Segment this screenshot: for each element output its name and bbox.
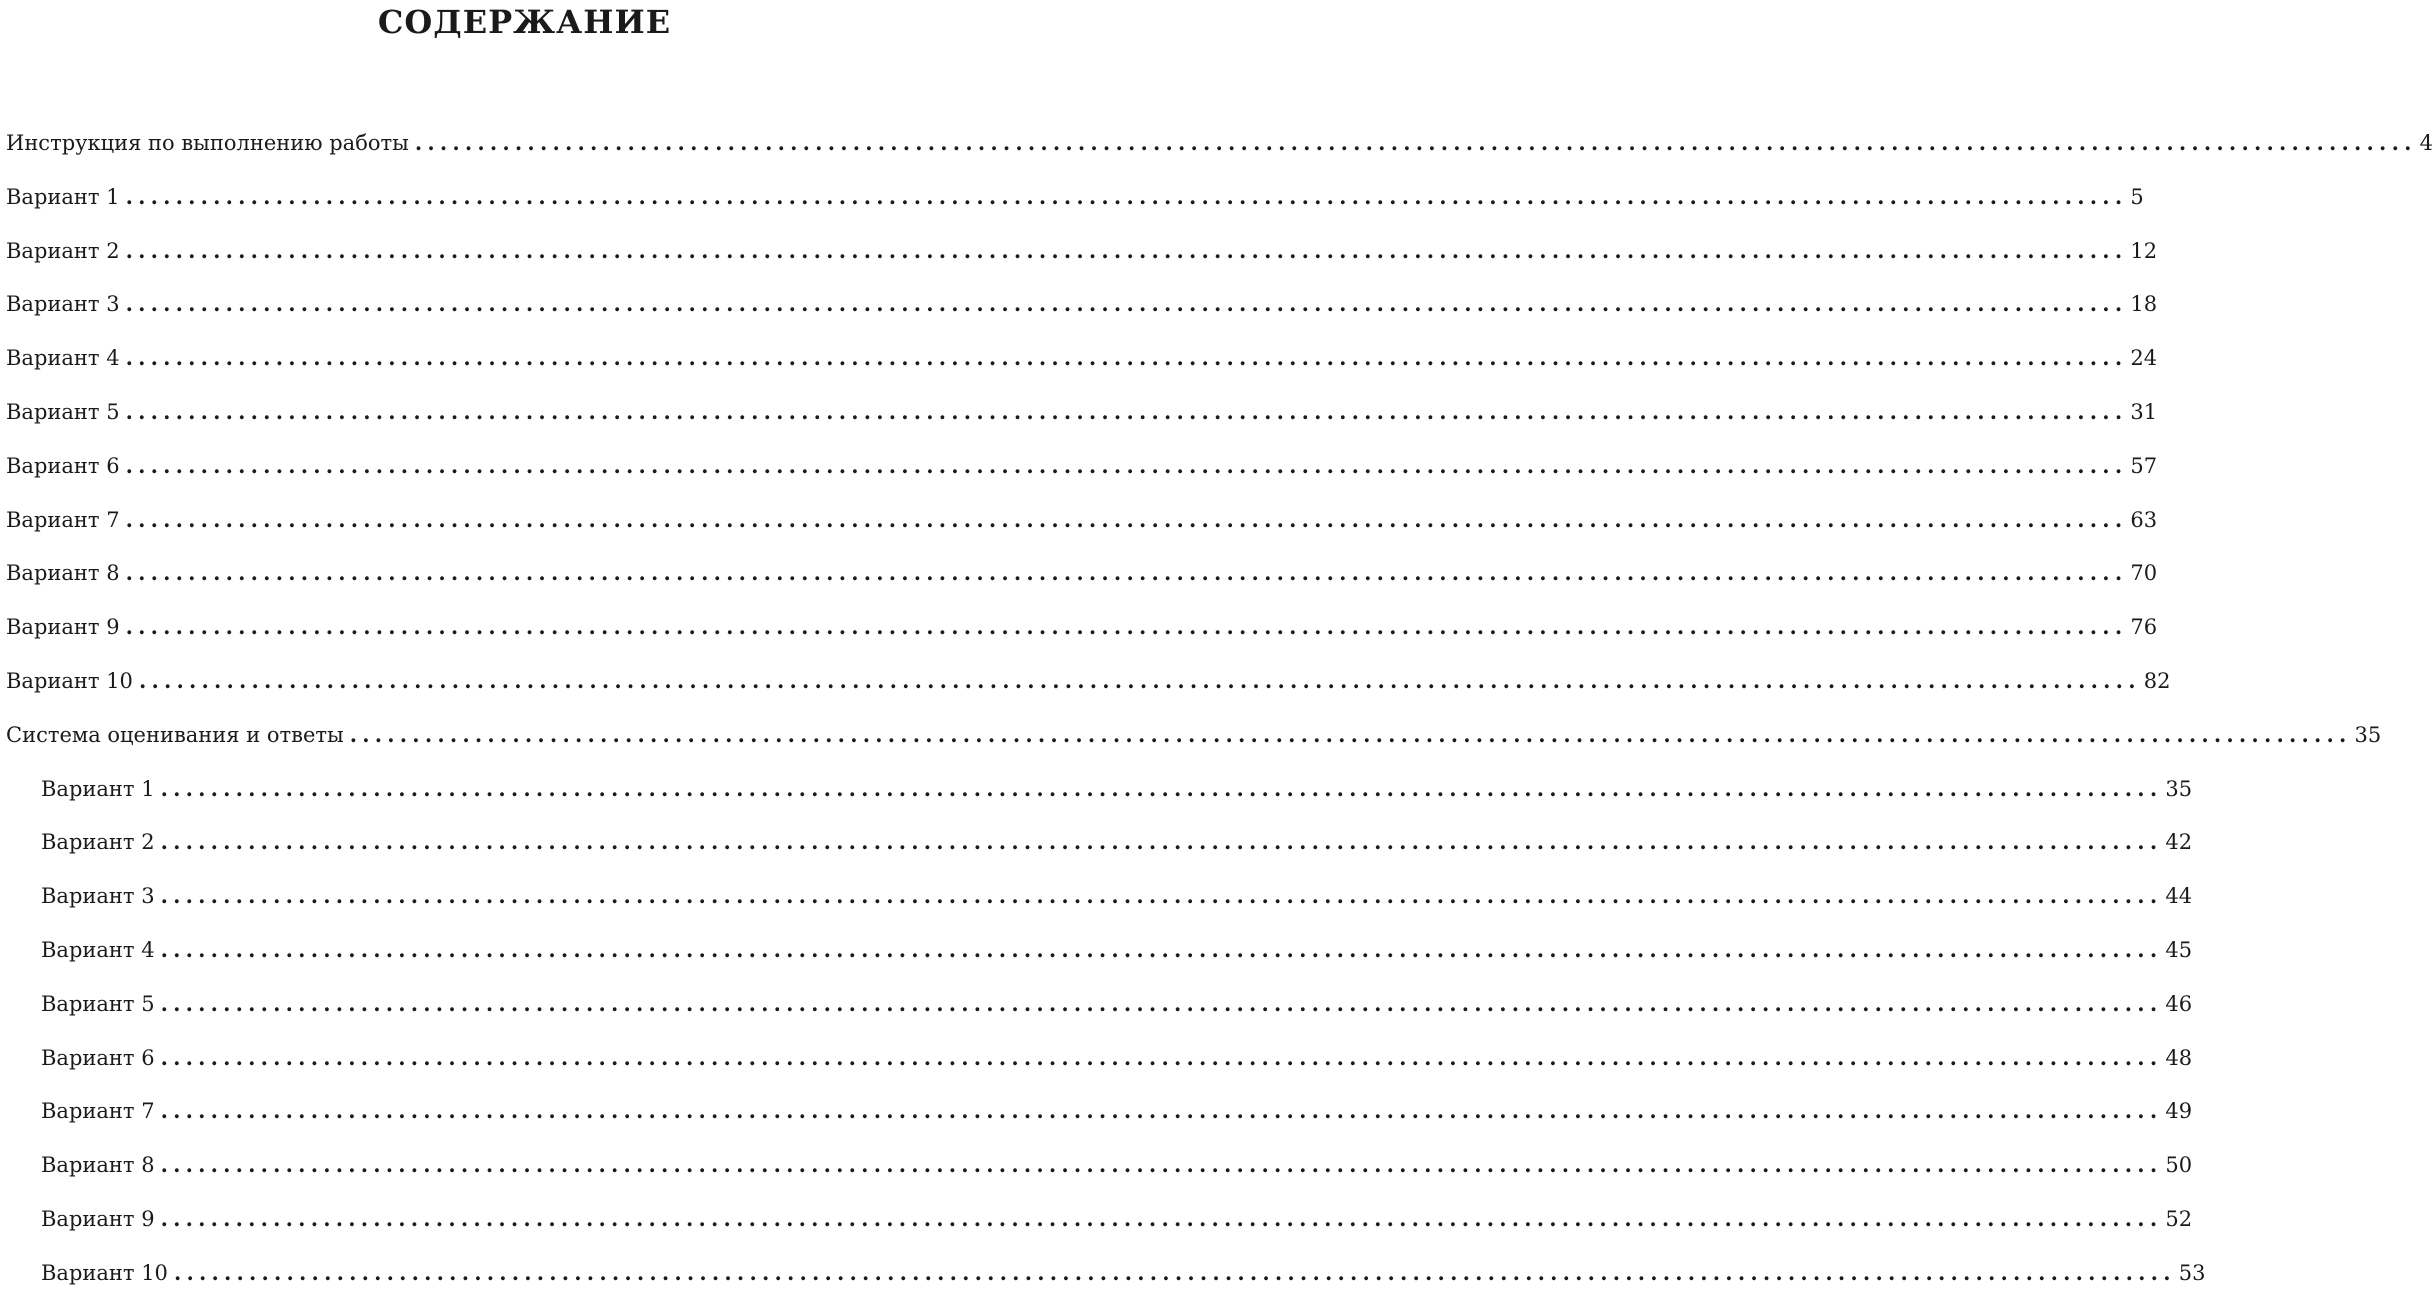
- toc-page-number: 57: [2130, 453, 2158, 478]
- toc-entry-label: Вариант 10: [41, 1260, 168, 1285]
- toc-entry-label: Вариант 4: [41, 937, 155, 962]
- toc-page-number: 50: [2165, 1153, 2193, 1178]
- dot-leader: ................................................................................................................................................................: [125, 345, 2128, 371]
- dot-leader: ................................................................................................................................................................: [125, 506, 2128, 532]
- toc-page-number: 35: [2354, 722, 2382, 747]
- toc-entry-label: Вариант 7: [41, 1099, 155, 1124]
- toc-page-number: 49: [2165, 1099, 2193, 1124]
- toc-page-number: 35: [2165, 776, 2193, 801]
- page-title: СОДЕРЖАНИЕ: [377, 3, 672, 41]
- toc-page-number: 63: [2130, 507, 2158, 532]
- dot-leader: ................................................................................................................................................................: [160, 775, 2163, 801]
- toc-entry[interactable]: [0, 333, 2158, 387]
- toc-page-number: 45: [2165, 937, 2193, 962]
- dot-leader: ................................................................................................................................................................: [349, 721, 2352, 747]
- dot-leader: ................................................................................................................................................................: [160, 936, 2163, 962]
- toc-entry-label: Система оценивания и ответы: [6, 722, 344, 747]
- toc-subentry[interactable]: [0, 1033, 2193, 1087]
- toc-entry[interactable]: [0, 710, 2382, 764]
- toc-page-number: 4: [2419, 131, 2433, 155]
- dot-leader: ................................................................................................................................................................: [125, 237, 2128, 263]
- toc-entry-label: Вариант 2: [41, 830, 155, 855]
- toc-entry-label: Вариант 7: [6, 507, 120, 532]
- dot-leader: ................................................................................................................................................................: [160, 829, 2163, 855]
- toc-page-number: 24: [2130, 346, 2158, 371]
- dot-leader: ................................................................................................................................................................: [125, 560, 2128, 586]
- toc-entry-label: Вариант 10: [6, 668, 133, 693]
- toc-page-number: 5: [2130, 184, 2144, 209]
- toc-entry-label: Вариант 5: [6, 399, 120, 424]
- toc-entry-label: Вариант 3: [41, 884, 155, 909]
- toc-subentry[interactable]: [0, 1086, 2193, 1140]
- toc-page-number: 76: [2130, 615, 2158, 640]
- toc-subentry[interactable]: [0, 925, 2193, 979]
- dot-leader: ................................................................................................................................................................: [160, 1044, 2163, 1070]
- dot-leader: ................................................................................................................................................................: [160, 1098, 2163, 1124]
- toc-page-number: 46: [2165, 991, 2193, 1016]
- toc-subentry[interactable]: [0, 871, 2193, 925]
- toc-entry[interactable]: [0, 548, 2158, 602]
- toc-entry[interactable]: [0, 279, 2158, 333]
- toc-page-number: 18: [2130, 292, 2158, 317]
- toc-entry[interactable]: [0, 118, 2433, 172]
- toc-entry-label: Вариант 1: [6, 184, 120, 209]
- toc-entry[interactable]: [0, 441, 2158, 495]
- toc-entry[interactable]: [0, 172, 2144, 226]
- toc-entry-label: Вариант 5: [41, 991, 155, 1016]
- toc-page-number: 42: [2165, 830, 2193, 855]
- toc-entry-label: Вариант 9: [41, 1206, 155, 1231]
- toc-entry[interactable]: [0, 387, 2158, 441]
- dot-leader: ................................................................................................................................................................: [138, 667, 2141, 693]
- dot-leader: ................................................................................................................................................................: [125, 183, 2128, 209]
- toc-subentry[interactable]: [0, 1248, 2206, 1302]
- toc-page-number: 53: [2178, 1260, 2206, 1285]
- toc-entry-label: Инструкция по выполнению работы: [6, 131, 409, 155]
- toc-entry-label: Вариант 8: [6, 561, 120, 586]
- toc-entry[interactable]: [0, 495, 2158, 549]
- toc-page-number: 70: [2130, 561, 2158, 586]
- dot-leader: ................................................................................................................................................................: [125, 398, 2128, 424]
- toc-entry-label: Вариант 6: [6, 453, 120, 478]
- toc-subentry[interactable]: [0, 817, 2193, 871]
- dot-leader: ................................................................................................................................................................: [125, 452, 2128, 478]
- dot-leader: ................................................................................................................................................................: [414, 130, 2417, 155]
- toc-entry-label: Вариант 2: [6, 238, 120, 263]
- toc-entry-label: Вариант 1: [41, 776, 155, 801]
- toc-entry-label: Вариант 6: [41, 1045, 155, 1070]
- toc-page-number: 48: [2165, 1045, 2193, 1070]
- toc-entry-label: Вариант 8: [41, 1153, 155, 1178]
- toc-entry-label: Вариант 9: [6, 615, 120, 640]
- dot-leader: ................................................................................................................................................................: [160, 1152, 2163, 1178]
- toc-page-number: 12: [2130, 238, 2158, 263]
- toc-entry[interactable]: [0, 226, 2158, 280]
- table-of-contents: [0, 118, 2433, 1302]
- dot-leader: ................................................................................................................................................................: [173, 1259, 2176, 1285]
- toc-subentry[interactable]: [0, 1194, 2193, 1248]
- toc-page-number: 31: [2130, 399, 2158, 424]
- toc-page-number: 82: [2143, 668, 2171, 693]
- toc-entry-label: Вариант 4: [6, 346, 120, 371]
- toc-entry-label: Вариант 3: [6, 292, 120, 317]
- dot-leader: ................................................................................................................................................................: [125, 614, 2128, 640]
- toc-entry[interactable]: [0, 602, 2158, 656]
- dot-leader: ................................................................................................................................................................: [160, 883, 2163, 909]
- dot-leader: ................................................................................................................................................................: [160, 1205, 2163, 1231]
- dot-leader: ................................................................................................................................................................: [125, 291, 2128, 317]
- toc-page-number: 52: [2165, 1206, 2193, 1231]
- toc-subentry[interactable]: [0, 1140, 2193, 1194]
- toc-entry[interactable]: [0, 656, 2171, 710]
- toc-page-number: 44: [2165, 884, 2193, 909]
- dot-leader: ................................................................................................................................................................: [160, 990, 2163, 1016]
- toc-subentry[interactable]: [0, 979, 2193, 1033]
- toc-subentry[interactable]: [0, 764, 2193, 818]
